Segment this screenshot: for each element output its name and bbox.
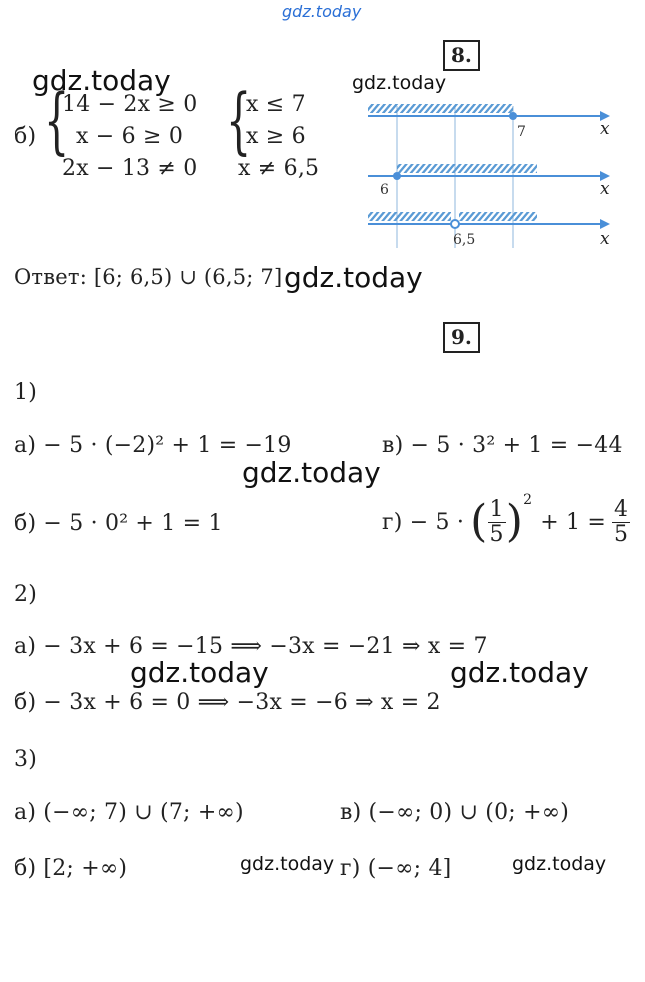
part-3-v: в) (−∞; 0) ∪ (0; +∞): [340, 800, 570, 825]
task-8-label: б): [14, 124, 37, 149]
system1-line3: 2x − 13 ≠ 0: [62, 156, 198, 181]
part-3-b: б) [2; +∞): [14, 856, 128, 881]
axis-label: x: [600, 119, 610, 139]
axis-label: x: [600, 229, 610, 249]
shade-region: [459, 212, 537, 221]
system2-line2: x ≥ 6: [246, 124, 306, 149]
fraction-denominator: 5: [489, 521, 504, 547]
point-label: 6,5: [453, 232, 476, 248]
part-1-label: 1): [14, 380, 37, 405]
fraction-numerator: 4: [614, 496, 629, 522]
system1-line1: 14 − 2x ≥ 0: [62, 92, 198, 117]
point-label: 7: [517, 124, 526, 140]
part-3-a: а) (−∞; 7) ∪ (7; +∞): [14, 800, 244, 825]
part-2-label: 2): [14, 582, 37, 607]
result-fraction: [612, 498, 630, 547]
shade-region: [397, 164, 537, 173]
watermark: gdz.today: [352, 72, 447, 94]
watermark-top: gdz.today: [282, 2, 362, 21]
part-2-a: а) − 3x + 6 = −15 ⟹ −3x = −21 ⇒ x = 7: [14, 634, 488, 659]
watermark: gdz.today: [284, 261, 423, 294]
arrow-icon: [600, 219, 610, 229]
watermark: gdz.today: [32, 64, 171, 97]
point-filled: [509, 112, 517, 120]
task-8-number: 8.: [443, 40, 480, 71]
system1-line2: x − 6 ≥ 0: [76, 124, 184, 149]
part-1-v: в) − 5 · 3² + 1 = −44: [382, 433, 623, 458]
part-1-g-mid: + 1 =: [540, 509, 607, 535]
shade-region: [368, 212, 451, 221]
watermark: gdz.today: [240, 853, 335, 875]
fraction: [488, 498, 506, 547]
system-brace: {: [44, 78, 70, 162]
system2-line1: x ≤ 7: [246, 92, 306, 117]
part-3-g: г) (−∞; 4]: [340, 856, 452, 881]
watermark: gdz.today: [242, 456, 381, 489]
axis-label: x: [600, 179, 610, 199]
number-line-diagram: [360, 96, 622, 254]
watermark: gdz.today: [130, 656, 269, 689]
part-1-a: а) − 5 · (−2)² + 1 = −19: [14, 433, 292, 458]
point-filled: [393, 172, 401, 180]
part-1-b: б) − 5 · 0² + 1 = 1: [14, 511, 223, 536]
exponent: 2: [523, 492, 533, 508]
part-1-g-prefix: г) − 5 ·: [382, 509, 465, 535]
watermark: gdz.today: [450, 656, 589, 689]
part-1-g: [382, 492, 630, 552]
task-9-number: 9.: [443, 322, 480, 353]
part-3-label: 3): [14, 747, 37, 772]
right-paren: ): [505, 496, 524, 547]
fraction-numerator: 1: [489, 496, 504, 522]
task-8-answer: Ответ: [6; 6,5) ∪ (6,5; 7]: [14, 265, 283, 289]
point-label: 6: [380, 182, 389, 198]
shade-region: [368, 104, 513, 113]
system-brace: {: [226, 78, 252, 162]
watermark: gdz.today: [512, 853, 607, 875]
left-paren: (: [470, 496, 488, 547]
system2-line3: x ≠ 6,5: [238, 156, 320, 181]
fraction-denominator: 5: [614, 521, 629, 547]
point-open: [451, 220, 459, 228]
part-2-b: б) − 3x + 6 = 0 ⟹ −3x = −6 ⇒ x = 2: [14, 690, 441, 715]
